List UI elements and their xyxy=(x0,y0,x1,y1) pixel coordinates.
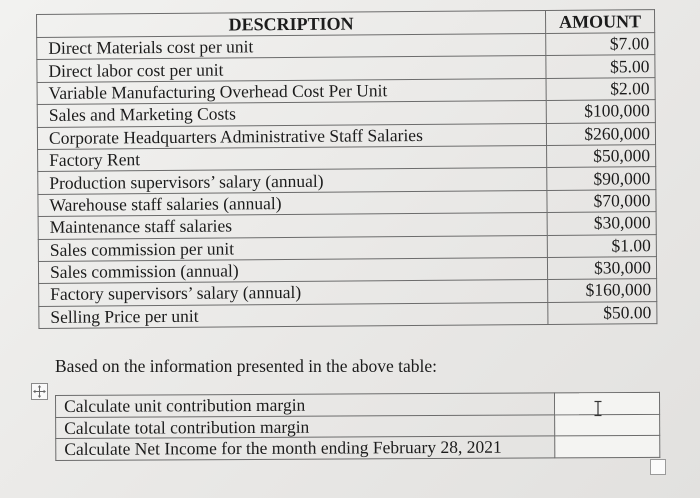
row-amount: $30,000 xyxy=(547,212,656,235)
row-description: Sales and Marketing Costs xyxy=(37,101,546,127)
answer-cell[interactable] xyxy=(555,436,660,458)
table-row xyxy=(56,436,660,461)
answer-cell[interactable] xyxy=(554,392,659,414)
question-label: Calculate unit contribution margin xyxy=(56,393,555,417)
cost-table xyxy=(36,9,657,329)
row-description: Selling Price per unit xyxy=(39,302,548,328)
text-cursor-icon xyxy=(593,400,603,417)
row-amount: $70,000 xyxy=(547,189,656,212)
row-amount: $2.00 xyxy=(546,77,655,100)
move-handle-icon[interactable] xyxy=(31,383,48,400)
row-amount: $100,000 xyxy=(546,100,655,123)
table-row xyxy=(56,392,660,417)
questions-table xyxy=(55,392,660,461)
row-amount: $260,000 xyxy=(546,122,655,145)
amount-header: AMOUNT xyxy=(545,10,654,34)
row-description: Sales commission per unit xyxy=(38,235,547,261)
row-description: Factory Rent xyxy=(38,145,547,171)
row-description: Direct labor cost per unit xyxy=(37,56,546,82)
row-amount: $50.00 xyxy=(548,301,657,324)
row-amount: $5.00 xyxy=(546,55,655,78)
row-description: Variable Manufacturing Overhead Cost Per Unit xyxy=(37,78,546,104)
row-description: Maintenance staff salaries xyxy=(38,213,547,239)
row-description: Corporate Headquarters Administrative Staff Salaries xyxy=(37,123,546,149)
row-amount: $90,000 xyxy=(547,167,656,190)
row-amount: $1.00 xyxy=(547,234,656,257)
row-amount: $50,000 xyxy=(547,145,656,168)
row-description: Sales commission (annual) xyxy=(38,257,547,283)
resize-handle-icon[interactable] xyxy=(650,459,666,475)
table-row xyxy=(56,414,660,439)
instructions-text: Based on the information presented in the above table: xyxy=(55,356,437,376)
answer-cell[interactable] xyxy=(555,414,660,436)
row-description: Direct Materials cost per unit xyxy=(37,33,546,59)
row-amount: $160,000 xyxy=(548,279,657,302)
table-row xyxy=(39,301,657,328)
question-label: Calculate Net Income for the month ending February 28, 2021 xyxy=(56,436,555,460)
row-amount: $7.00 xyxy=(546,33,655,56)
row-amount: $30,000 xyxy=(547,257,656,280)
row-description: Production supervisors’ salary (annual) xyxy=(38,168,547,194)
row-description: Factory supervisors’ salary (annual) xyxy=(39,280,548,306)
question-label: Calculate total contribution margin xyxy=(56,414,555,438)
description-header: DESCRIPTION xyxy=(37,10,546,37)
row-description: Warehouse staff salaries (annual) xyxy=(38,190,547,216)
